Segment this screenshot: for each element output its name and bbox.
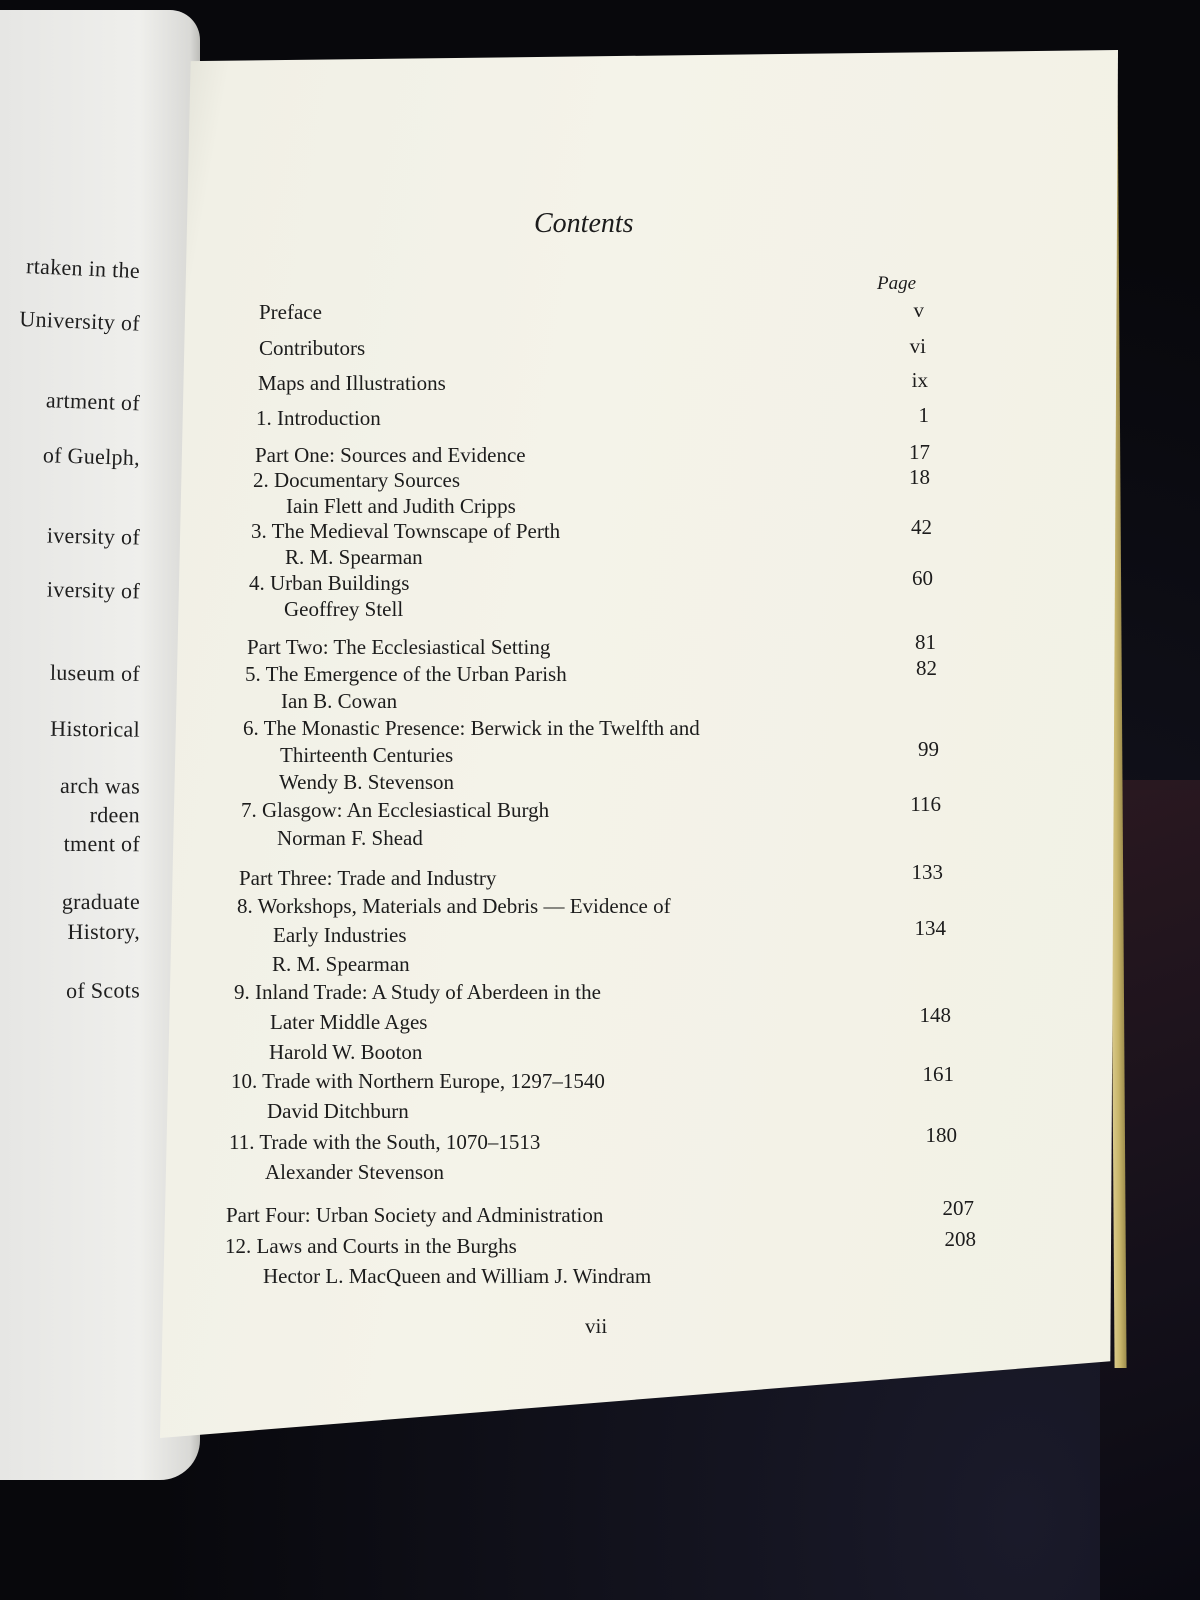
toc-chapter-author: R. M. Spearman	[272, 952, 410, 976]
toc-page-number: 207	[942, 1196, 974, 1220]
toc-chapter-author: Harold W. Booton	[269, 1040, 423, 1064]
page-title: Contents	[534, 208, 634, 239]
toc-page-number: 180	[925, 1123, 957, 1147]
toc-chapter-title: 3. The Medieval Townscape of Perth	[251, 519, 561, 543]
toc-page-number: ix	[911, 368, 928, 392]
left-page-line: arch was	[59, 772, 141, 799]
toc-chapter-title: 11. Trade with the South, 1070–1513	[229, 1130, 541, 1154]
toc-page-number: vi	[909, 334, 926, 358]
toc-chapter-title: 8. Workshops, Materials and Debris — Evidence of	[237, 894, 671, 918]
toc-chapter-title: 10. Trade with Northern Europe, 1297–1540	[231, 1069, 605, 1093]
page-column-label: Page	[877, 273, 917, 294]
toc-page-number: 42	[911, 515, 932, 539]
toc-part-heading: Part One: Sources and Evidence	[255, 443, 526, 467]
toc-part-heading: Part Two: The Ecclesiastical Setting	[247, 635, 551, 659]
toc-chapter-author: Norman F. Shead	[277, 826, 423, 850]
toc-page-number: 82	[916, 656, 937, 680]
toc-chapter-author: Iain Flett and Judith Cripps	[286, 494, 516, 518]
toc-chapter-author: Geoffrey Stell	[284, 597, 404, 621]
toc-chapter-title-cont: Thirteenth Centuries	[280, 743, 454, 767]
left-page-line: of Scots	[65, 977, 141, 1004]
left-page-line: rtaken in the	[25, 253, 141, 284]
toc-chapter-title: 2. Documentary Sources	[253, 468, 461, 492]
toc-chapter-author: Alexander Stevenson	[265, 1160, 445, 1184]
toc-page-number: 116	[910, 792, 941, 816]
toc-chapter-author: Hector L. MacQueen and William J. Windram	[263, 1264, 652, 1288]
toc-entry-preface: Preface	[259, 300, 322, 324]
toc-chapter-title: 12. Laws and Courts in the Burghs	[225, 1234, 517, 1258]
toc-page-number: 148	[919, 1003, 951, 1027]
toc-page-number: 133	[911, 860, 943, 884]
toc-page-number: 161	[922, 1062, 954, 1086]
toc-entry-contributors: Contributors	[259, 336, 366, 360]
toc-entry-introduction: 1. Introduction	[256, 406, 381, 430]
toc-chapter-title: 5. The Emergence of the Urban Parish	[245, 662, 567, 686]
left-page-line: iversity of	[46, 522, 141, 550]
toc-chapter-title: 7. Glasgow: An Ecclesiastical Burgh	[241, 798, 550, 822]
toc-chapter-title-cont: Early Industries	[273, 923, 407, 947]
toc-chapter-title: 9. Inland Trade: A Study of Aberdeen in the	[234, 980, 601, 1004]
toc-page-number: 99	[918, 737, 939, 761]
toc-chapter-title-cont: Later Middle Ages	[270, 1010, 428, 1034]
toc-page-number: 208	[944, 1227, 976, 1251]
left-page-line: University of	[18, 306, 141, 336]
toc-chapter-author: David Ditchburn	[267, 1099, 409, 1123]
left-page-line: iversity of	[46, 576, 141, 604]
toc-page-number: v	[913, 298, 924, 322]
left-page-line: tment of	[63, 830, 141, 857]
left-page-line: Historical	[50, 715, 141, 742]
toc-page-number: 81	[915, 630, 936, 654]
toc-chapter-title: 6. The Monastic Presence: Berwick in the Twelfth and	[243, 716, 700, 740]
left-page-line: graduate	[61, 888, 141, 915]
toc-chapter-author: Wendy B. Stevenson	[279, 770, 455, 794]
page-folio: vii	[585, 1314, 608, 1338]
toc-page-number: 134	[914, 916, 946, 940]
toc-page-number: 1	[918, 403, 929, 427]
toc-part-heading: Part Four: Urban Society and Administration	[226, 1203, 604, 1227]
toc-page-number: 17	[909, 440, 930, 464]
left-page-line: History,	[67, 918, 141, 945]
toc-chapter-title: 4. Urban Buildings	[249, 571, 410, 595]
toc-page-number: 18	[909, 465, 930, 489]
left-page-line: of Guelph,	[42, 442, 141, 471]
left-page-line: luseum of	[49, 659, 141, 686]
toc-chapter-author: R. M. Spearman	[285, 545, 423, 569]
toc-page-number: 60	[912, 566, 933, 590]
left-page-line: rdeen	[89, 802, 141, 828]
toc-part-heading: Part Three: Trade and Industry	[239, 866, 497, 890]
toc-chapter-author: Ian B. Cowan	[281, 689, 398, 713]
left-page-line: artment of	[45, 387, 141, 416]
toc-entry-maps-illustrations: Maps and Illustrations	[258, 371, 446, 395]
